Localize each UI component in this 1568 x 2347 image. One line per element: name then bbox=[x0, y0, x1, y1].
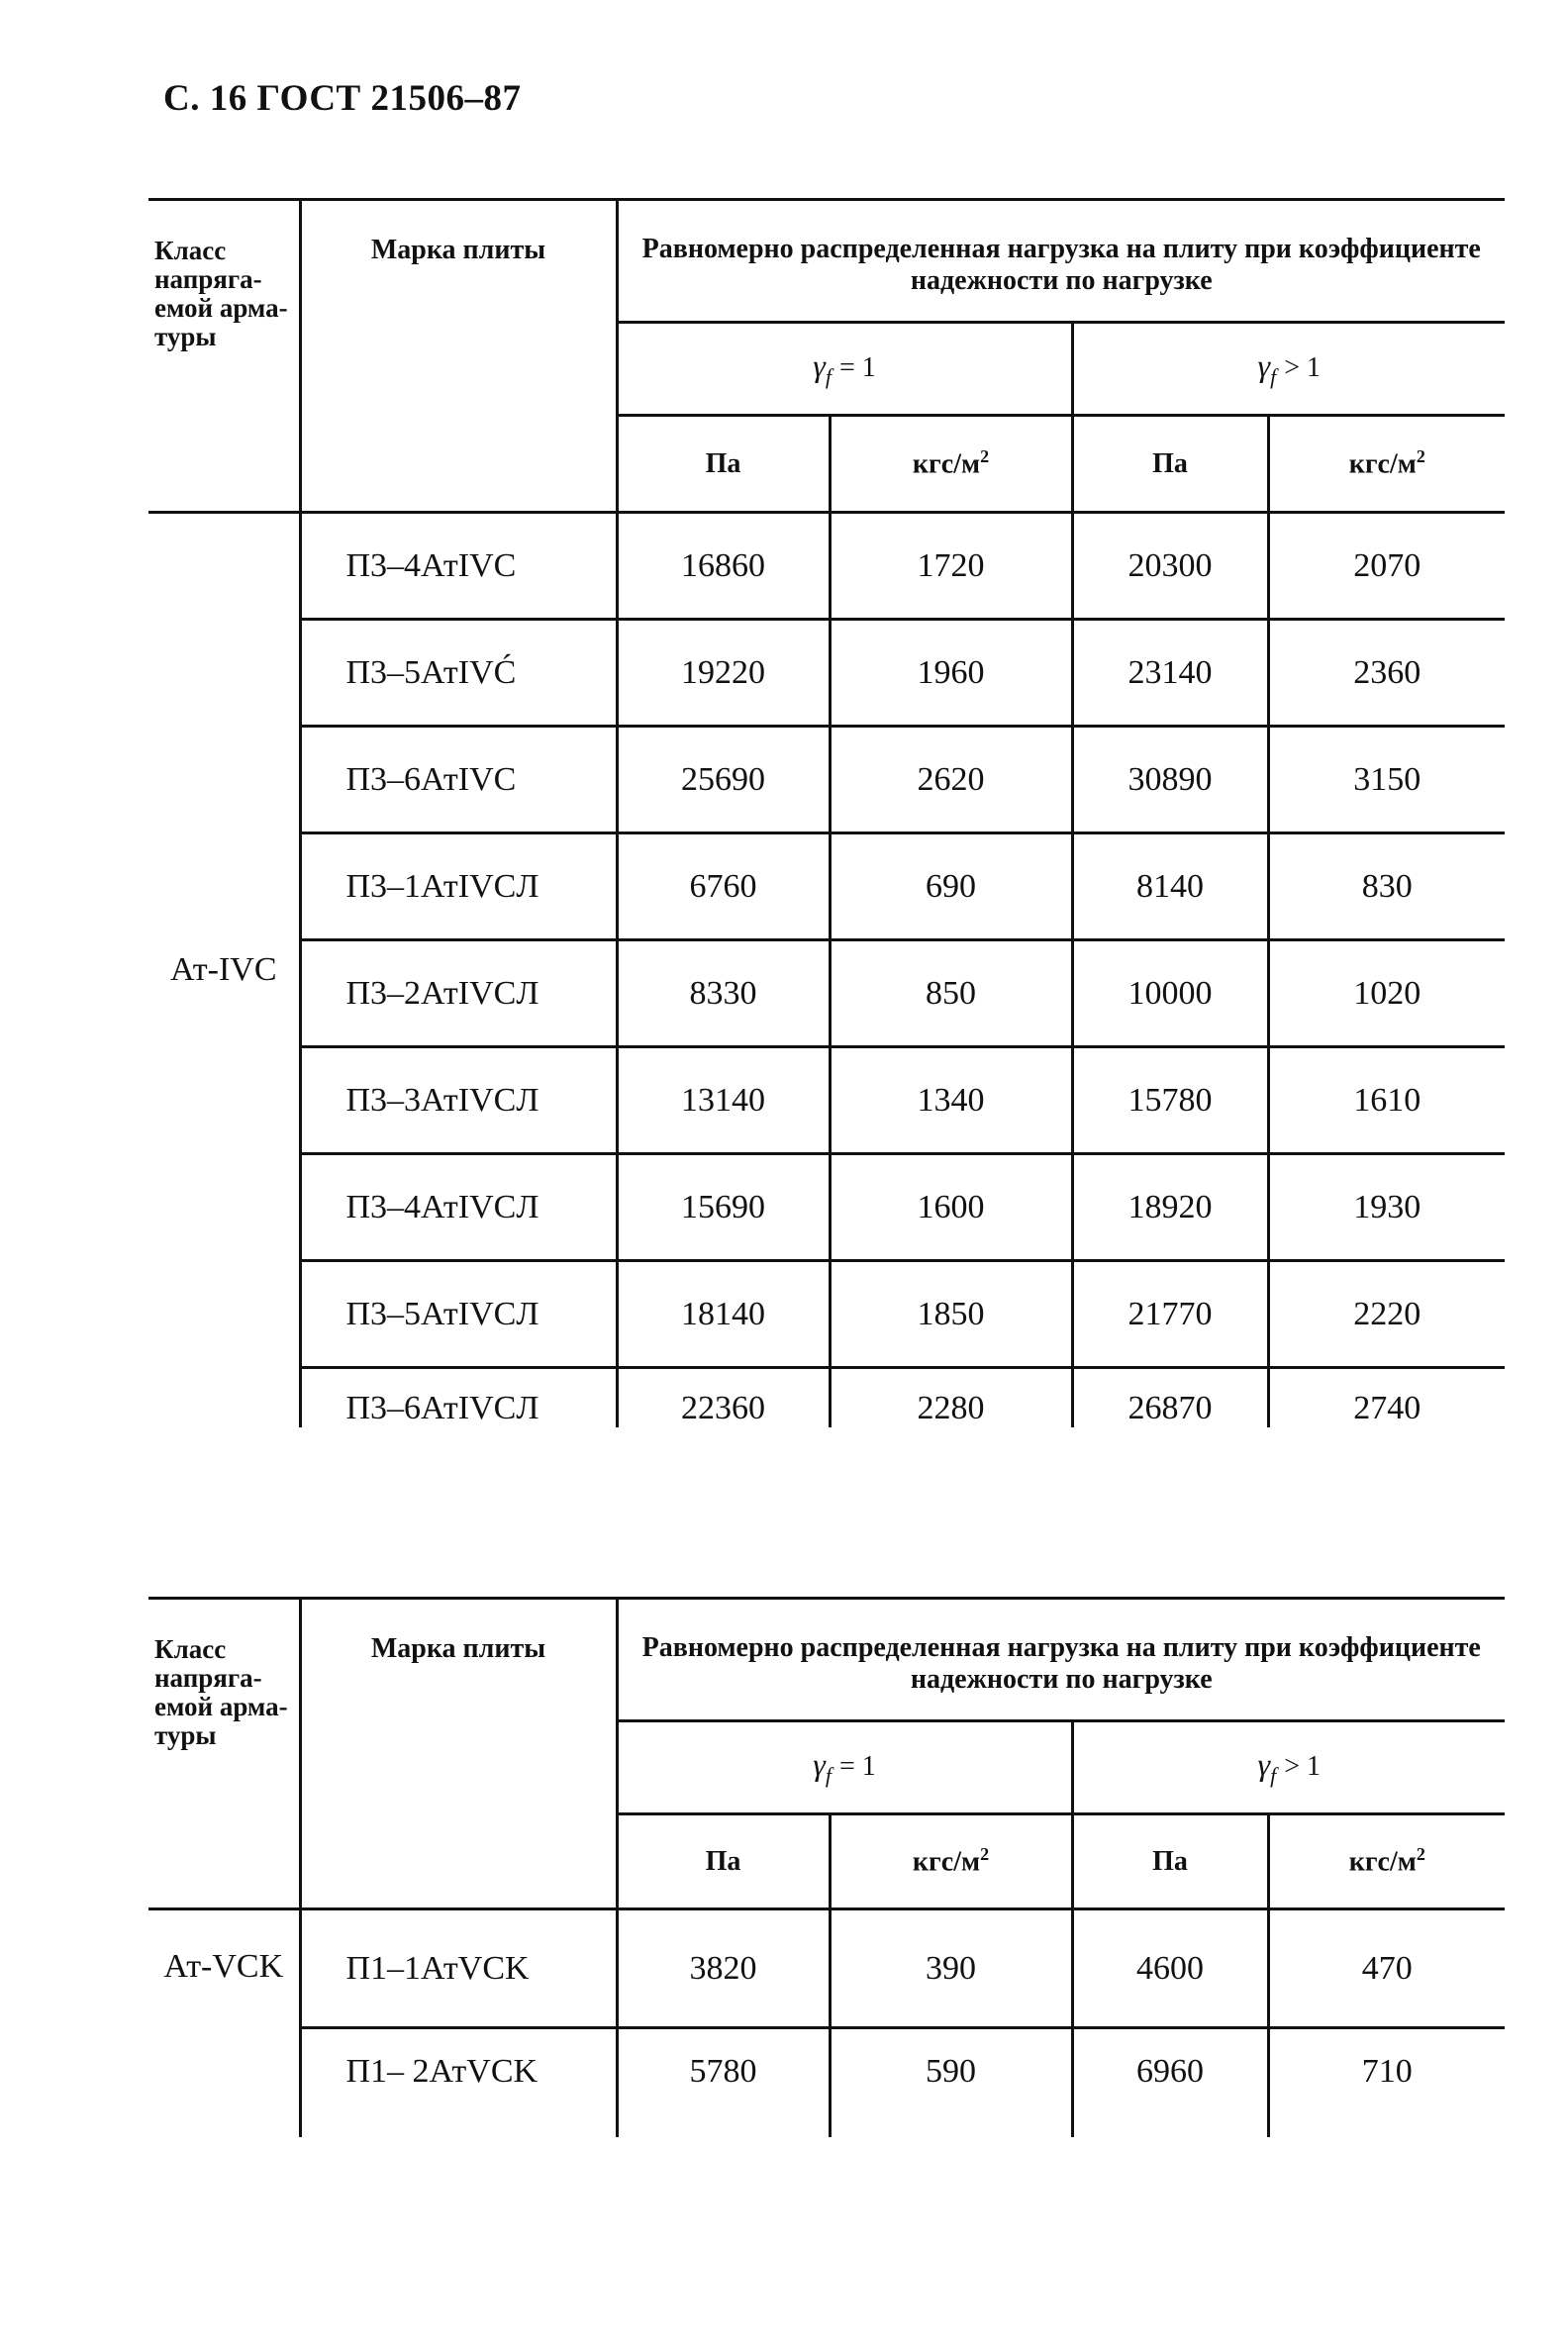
table-row bbox=[148, 940, 1505, 1047]
header-unit-kgs-2: кгс/$м^2$ bbox=[1268, 1814, 1505, 1909]
value-kgs-2: 2360 bbox=[1268, 620, 1505, 727]
value-pa-2: 30890 bbox=[1072, 727, 1268, 833]
table-row bbox=[148, 1047, 1505, 1154]
gamma-eq-label: = 1 bbox=[838, 1751, 876, 1782]
value-pa-1: 3820 bbox=[617, 1909, 830, 2028]
value-pa-1: 16860 bbox=[617, 513, 830, 620]
value-pa-1: 15690 bbox=[617, 1154, 830, 1261]
value-kgs-2: 1610 bbox=[1268, 1047, 1505, 1154]
value-kgs-1: 2620 bbox=[830, 727, 1072, 833]
header-load: Равномерно распределенная нагрузка на плиту при коэффициенте надежности по нагрузке bbox=[617, 200, 1505, 323]
gamma-sub: f bbox=[825, 364, 832, 389]
value-pa-1: 5780 bbox=[617, 2028, 830, 2137]
header-class: Класс напряга-емой арма-туры bbox=[148, 1599, 300, 1909]
value-pa-1: 13140 bbox=[617, 1047, 830, 1154]
value-kgs-1: 1340 bbox=[830, 1047, 1072, 1154]
table-row bbox=[148, 1368, 1505, 1427]
value-kgs-1: 1600 bbox=[830, 1154, 1072, 1261]
header-unit-kgs-1: кгс/$м^2$ bbox=[830, 1814, 1072, 1909]
plate-mark: П3–2АтIVCЛ bbox=[300, 940, 617, 1047]
header-load: Равномерно распределенная нагрузка на плиту при коэффициенте надежности по нагрузке bbox=[617, 1599, 1505, 1721]
plate-mark: П3–5АтIVCЛ bbox=[300, 1261, 617, 1368]
plate-mark: П3–6АтIVC bbox=[300, 727, 617, 833]
plate-mark: П3–5АтIVĆ bbox=[300, 620, 617, 727]
header-gamma-eq bbox=[617, 1721, 1072, 1814]
plate-mark: П1–1АтVCK bbox=[300, 1909, 617, 2028]
value-kgs-1: 1960 bbox=[830, 620, 1072, 727]
class-value: Ат-VCK bbox=[163, 1948, 284, 1985]
header-mark: Марка плиты bbox=[300, 1599, 617, 1909]
plate-mark: П3–4АтIVC bbox=[300, 513, 617, 620]
header-gamma-gt bbox=[1072, 1721, 1505, 1814]
plate-mark: П3–3АтIVCЛ bbox=[300, 1047, 617, 1154]
value-kgs-1: 1720 bbox=[830, 513, 1072, 620]
plate-mark: П3–1АтIVCЛ bbox=[300, 833, 617, 940]
gamma-sub: f bbox=[1270, 1763, 1277, 1788]
value-pa-2: 21770 bbox=[1072, 1261, 1268, 1368]
value-pa-2: 26870 bbox=[1072, 1368, 1268, 1427]
value-kgs-2: 830 bbox=[1268, 833, 1505, 940]
value-kgs-1: 590 bbox=[830, 2028, 1072, 2137]
gamma-eq-label: = 1 bbox=[838, 352, 876, 383]
load-table-at-ivc bbox=[148, 198, 1505, 1427]
value-kgs-1: 690 bbox=[830, 833, 1072, 940]
value-pa-1: 8330 bbox=[617, 940, 830, 1047]
load-table-at-vck bbox=[148, 1597, 1505, 2137]
value-pa-1: 18140 bbox=[617, 1261, 830, 1368]
value-pa-2: 6960 bbox=[1072, 2028, 1268, 2137]
class-value: Ат-IVC bbox=[169, 951, 277, 989]
value-kgs-2: 1020 bbox=[1268, 940, 1505, 1047]
value-pa-2: 8140 bbox=[1072, 833, 1268, 940]
value-pa-2: 18920 bbox=[1072, 1154, 1268, 1261]
header-gamma-eq bbox=[617, 323, 1072, 416]
table-row bbox=[148, 513, 1505, 620]
value-kgs-2: 2220 bbox=[1268, 1261, 1505, 1368]
table-row bbox=[148, 2028, 1505, 2137]
plate-mark: П1– 2АтVCK bbox=[300, 2028, 617, 2137]
table-row bbox=[148, 833, 1505, 940]
header-unit-pa-2: Па bbox=[1072, 1814, 1268, 1909]
gamma-symbol: γ bbox=[1257, 347, 1271, 383]
value-kgs-1: 390 bbox=[830, 1909, 1072, 2028]
header-unit-pa-1: Па bbox=[617, 416, 830, 513]
value-kgs-1: 2280 bbox=[830, 1368, 1072, 1427]
gamma-gt-label: > 1 bbox=[1284, 352, 1322, 383]
value-kgs-1: 850 bbox=[830, 940, 1072, 1047]
plate-mark: П3–4АтIVCЛ bbox=[300, 1154, 617, 1261]
value-pa-2: 20300 bbox=[1072, 513, 1268, 620]
value-pa-2: 10000 bbox=[1072, 940, 1268, 1047]
header-class: Класс напряга-емой арма-туры bbox=[148, 200, 300, 513]
value-kgs-2: 1930 bbox=[1268, 1154, 1505, 1261]
value-kgs-2: 470 bbox=[1268, 1909, 1505, 2028]
gamma-gt-label: > 1 bbox=[1284, 1751, 1322, 1782]
header-unit-kgs-1: кгс/$м^2$ bbox=[830, 416, 1072, 513]
value-kgs-1: 1850 bbox=[830, 1261, 1072, 1368]
value-kgs-2: 3150 bbox=[1268, 727, 1505, 833]
gamma-symbol: γ bbox=[813, 347, 826, 383]
table-row bbox=[148, 727, 1505, 833]
value-pa-2: 23140 bbox=[1072, 620, 1268, 727]
header-unit-kgs-2: кгс/$м^2$ bbox=[1268, 416, 1505, 513]
value-pa-1: 25690 bbox=[617, 727, 830, 833]
table-row bbox=[148, 620, 1505, 727]
page-header: С. 16 ГОСТ 21506–87 bbox=[163, 78, 522, 119]
header-unit-pa-1: Па bbox=[617, 1814, 830, 1909]
gamma-symbol: γ bbox=[1257, 1746, 1271, 1782]
value-kgs-2: 710 bbox=[1268, 2028, 1505, 2137]
value-pa-2: 15780 bbox=[1072, 1047, 1268, 1154]
table-row bbox=[148, 1261, 1505, 1368]
gamma-symbol: γ bbox=[813, 1746, 826, 1782]
plate-mark: П3–6АтIVCЛ bbox=[300, 1368, 617, 1427]
value-pa-1: 22360 bbox=[617, 1368, 830, 1427]
gamma-sub: f bbox=[1270, 364, 1277, 389]
value-kgs-2: 2740 bbox=[1268, 1368, 1505, 1427]
value-pa-1: 6760 bbox=[617, 833, 830, 940]
value-kgs-2: 2070 bbox=[1268, 513, 1505, 620]
value-pa-2: 4600 bbox=[1072, 1909, 1268, 2028]
class-value-empty bbox=[148, 2028, 300, 2137]
value-pa-1: 19220 bbox=[617, 620, 830, 727]
header-gamma-gt bbox=[1072, 323, 1505, 416]
table-row bbox=[148, 1154, 1505, 1261]
header-mark: Марка плиты bbox=[300, 200, 617, 513]
gamma-sub: f bbox=[825, 1763, 832, 1788]
header-unit-pa-2: Па bbox=[1072, 416, 1268, 513]
table-row bbox=[148, 1909, 1505, 2028]
